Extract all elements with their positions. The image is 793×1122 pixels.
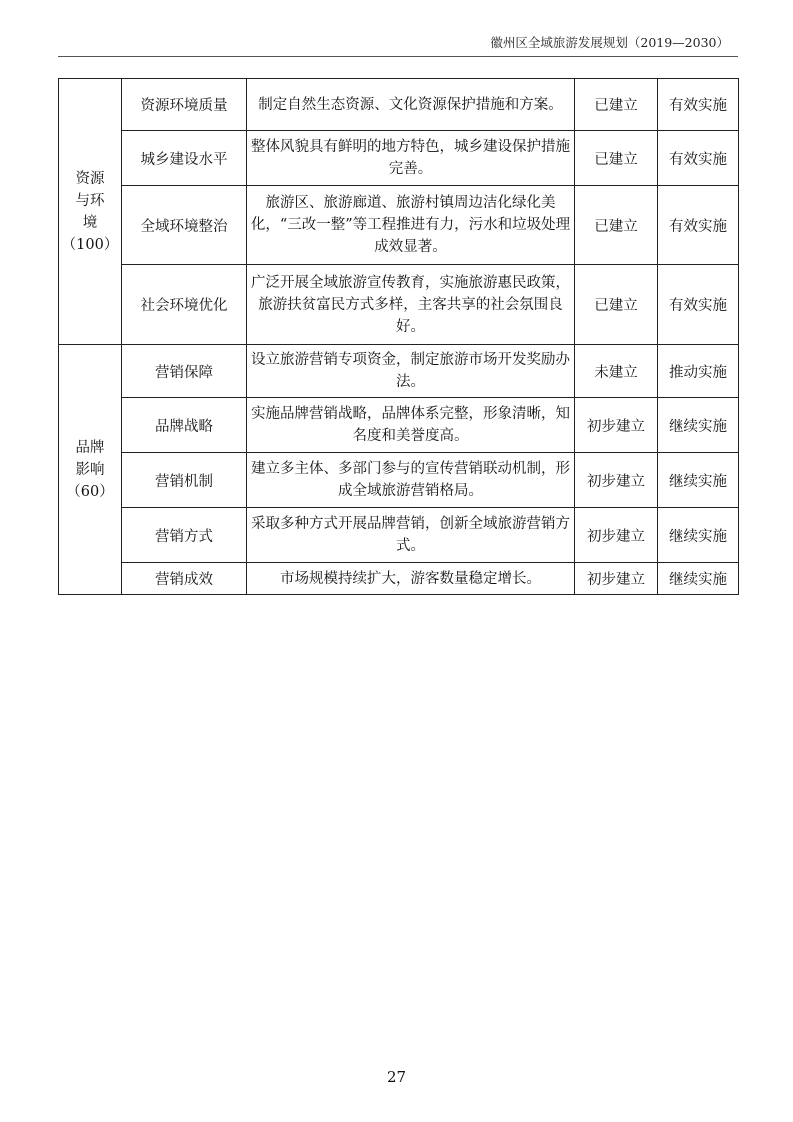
- category-line: 资源: [75, 170, 105, 187]
- description-cell: 制定自然生态资源、文化资源保护措施和方案。: [247, 79, 575, 131]
- page-number: 27: [386, 1068, 407, 1086]
- description-cell: 实施品牌营销战略，品牌体系完整，形象清晰，知名度和美誉度高。: [247, 398, 575, 453]
- indicator-cell: 社会环境优化: [122, 265, 247, 345]
- indicator-cell: 品牌战略: [122, 398, 247, 453]
- description-cell: 建立多主体、多部门参与的宣传营销联动机制，形成全域旅游营销格局。: [247, 453, 575, 508]
- action-cell: 继续实施: [658, 563, 739, 595]
- indicator-cell: 营销成效: [122, 563, 247, 595]
- description-cell: 整体风貌具有鲜明的地方特色，城乡建设保护措施完善。: [247, 131, 575, 186]
- category-line: （100）: [61, 236, 119, 253]
- category-line: 品牌: [75, 439, 105, 456]
- category-line: （60）: [66, 483, 114, 500]
- indicator-cell: 城乡建设水平: [122, 131, 247, 186]
- assessment-table: [58, 78, 739, 595]
- page-header-title: 徽州区全域旅游发展规划（2019—2030）: [490, 35, 729, 50]
- action-cell: 有效实施: [658, 265, 739, 345]
- description-cell: 市场规模持续扩大，游客数量稳定增长。: [247, 563, 575, 595]
- table-row: [59, 131, 739, 186]
- category-cell: [59, 345, 122, 595]
- status-cell: 已建立: [575, 265, 658, 345]
- category-line: 境: [82, 214, 98, 231]
- status-cell: 未建立: [575, 345, 658, 398]
- table-row: [59, 453, 739, 508]
- indicator-cell: 营销方式: [122, 508, 247, 563]
- action-cell: 继续实施: [658, 398, 739, 453]
- status-cell: 初步建立: [575, 453, 658, 508]
- table-row: [59, 398, 739, 453]
- indicator-cell: 全域环境整治: [122, 186, 247, 265]
- status-cell: 已建立: [575, 131, 658, 186]
- description-cell: 设立旅游营销专项资金，制定旅游市场开发奖励办法。: [247, 345, 575, 398]
- status-cell: 已建立: [575, 79, 658, 131]
- table-row: [59, 186, 739, 265]
- indicator-cell: 营销保障: [122, 345, 247, 398]
- action-cell: 有效实施: [658, 186, 739, 265]
- table-row: [59, 79, 739, 131]
- table-row: [59, 508, 739, 563]
- indicator-cell: 营销机制: [122, 453, 247, 508]
- indicator-cell: 资源环境质量: [122, 79, 247, 131]
- status-cell: 初步建立: [575, 398, 658, 453]
- action-cell: 继续实施: [658, 508, 739, 563]
- status-cell: 已建立: [575, 186, 658, 265]
- action-cell: 有效实施: [658, 79, 739, 131]
- action-cell: 继续实施: [658, 453, 739, 508]
- table-row: [59, 563, 739, 595]
- category-line: 与环: [75, 192, 105, 209]
- description-cell: 采取多种方式开展品牌营销，创新全域旅游营销方式。: [247, 508, 575, 563]
- description-cell: 旅游区、旅游廊道、旅游村镇周边洁化绿化美化，“三改一整”等工程推进有力，污水和垃圾处理成效显著。: [247, 186, 575, 265]
- description-cell: 广泛开展全域旅游宣传教育，实施旅游惠民政策，旅游扶贫富民方式多样，主客共享的社会氛围良好。: [247, 265, 575, 345]
- category-cell: [59, 79, 122, 345]
- action-cell: 有效实施: [658, 131, 739, 186]
- category-line: 影响: [75, 461, 105, 478]
- table-row: [59, 265, 739, 345]
- table-row: [59, 345, 739, 398]
- action-cell: 推动实施: [658, 345, 739, 398]
- header-divider: [58, 56, 738, 57]
- status-cell: 初步建立: [575, 508, 658, 563]
- status-cell: 初步建立: [575, 563, 658, 595]
